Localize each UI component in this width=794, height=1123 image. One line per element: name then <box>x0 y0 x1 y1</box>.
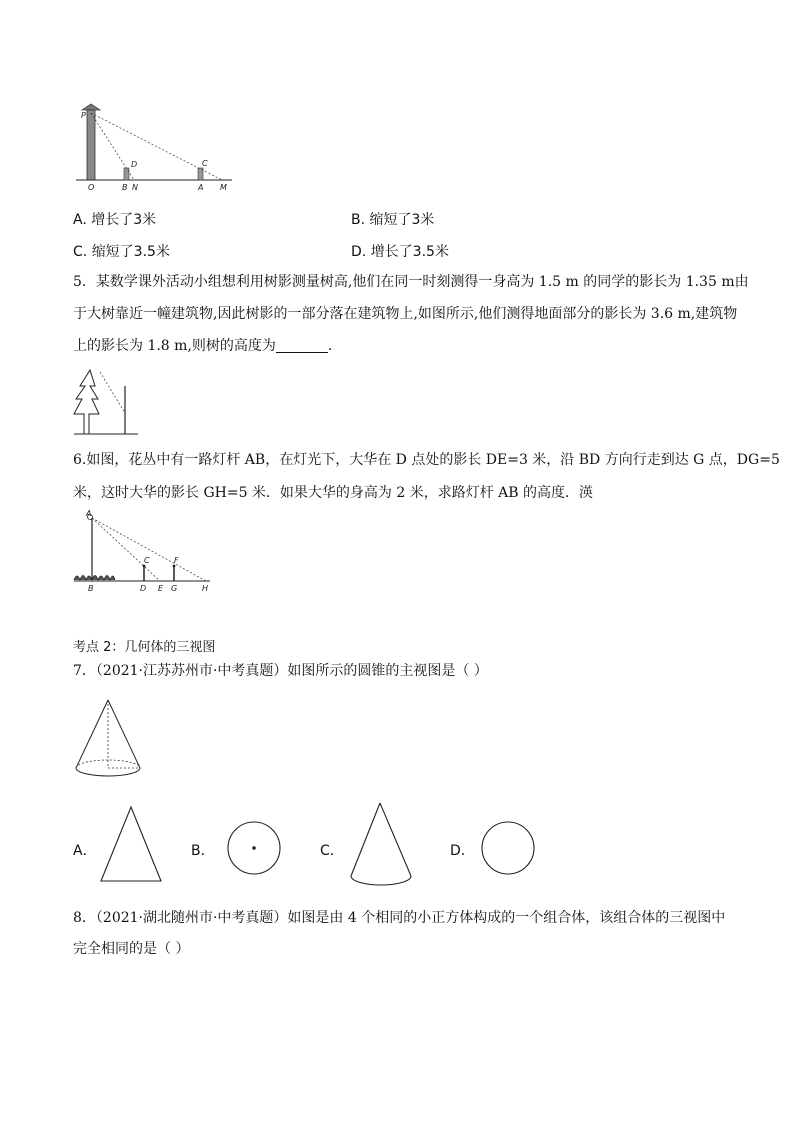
label-B: B <box>122 183 128 192</box>
lamp-shadow-figure <box>70 100 240 192</box>
q7-option-a-label[interactable]: A． <box>73 843 97 859</box>
label-B: B <box>88 584 94 593</box>
cone-figure <box>72 696 144 780</box>
q5-line-2: 于大树靠近一幢建筑物,因此树影的一部分落在建筑物上,如图所示,他们测得地面部分的影长为 3.6 m,建筑物 <box>73 306 738 322</box>
label-H: H <box>202 584 209 593</box>
option-a-triangle-icon[interactable] <box>96 804 166 884</box>
label-C: C <box>144 556 150 565</box>
label-A: A <box>86 509 92 518</box>
label-C: C <box>202 159 208 168</box>
label-N: N <box>132 183 138 192</box>
label-G: G <box>171 584 178 593</box>
label-M: M <box>220 183 227 192</box>
q4-option-d[interactable]: D. 增长了3.5米 <box>351 244 449 260</box>
q4-option-c[interactable]: C. 缩短了3.5米 <box>73 244 170 260</box>
q7-text: 7．（2021·江苏苏州市·中考真题）如图所示的圆锥的主视图是（ ） <box>73 663 488 679</box>
q4-option-b[interactable]: B. 缩短了3米 <box>351 212 435 228</box>
q7-option-b-label[interactable]: B． <box>191 843 215 859</box>
tree-building-figure <box>70 366 145 438</box>
section-heading: 考点 2：几何体的三视图 <box>73 640 216 655</box>
label-F: F <box>174 556 179 565</box>
q5-answer-blank[interactable] <box>276 340 328 353</box>
q5-line-3-text: 上的影长为 1.8 m,则树的高度为 <box>73 338 276 354</box>
option-b-circle-dot-icon[interactable] <box>226 820 282 876</box>
q6-line-2: 米，这时大华的影长 GH=5 米．如果大华的身高为 2 米，求路灯杆 AB 的高度．渶 <box>73 485 594 501</box>
q7-option-c-label[interactable]: C． <box>320 843 344 859</box>
q5-line-1: 5．某数学课外活动小组想利用树影测量树高,他们在同一时刻测得一身高为 1.5 m 的同学的影长为 1.35 m由 <box>73 274 749 290</box>
option-d-circle-icon[interactable] <box>480 820 536 876</box>
label-D: D <box>131 160 138 169</box>
label-E: E <box>158 584 164 593</box>
q7-option-d-label[interactable]: D． <box>450 843 475 859</box>
q6-line-1: 6.如图，花丛中有一路灯杆 AB，在灯光下，大华在 D 点处的影长 DE=3 米，沿 BD 方向行走到达 G 点，DG=5 <box>73 452 780 468</box>
q8-line-2: 完全相同的是（ ） <box>73 941 190 957</box>
label-D: D <box>140 584 147 593</box>
q5-line-3: 上的影长为 1.8 m,则树的高度为 . <box>73 338 333 354</box>
q4-option-a[interactable]: A. 增长了3米 <box>73 212 157 228</box>
q8-line-1: 8．（2021·湖北随州市·中考真题）如图是由 4 个相同的小正方体构成的一个组合体，该组合体的三视图中 <box>73 910 726 926</box>
label-A: A <box>198 183 204 192</box>
option-c-cone-icon[interactable] <box>348 800 414 890</box>
label-O: O <box>88 183 95 192</box>
label-P: P <box>81 111 86 120</box>
streetlamp-figure <box>70 508 215 596</box>
